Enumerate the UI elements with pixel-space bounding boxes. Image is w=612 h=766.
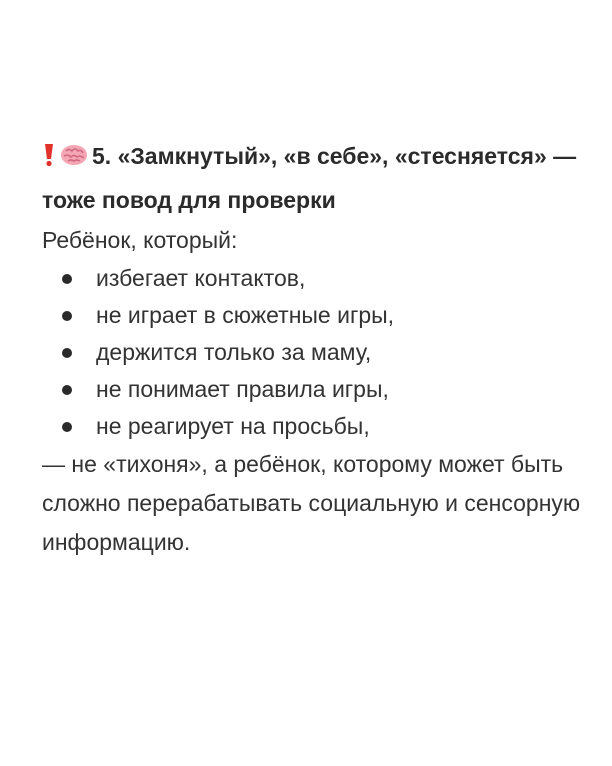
section-heading xyxy=(42,136,602,221)
list-item-text: не реагирует на просьбы, xyxy=(96,413,370,439)
list-item xyxy=(42,334,602,371)
list-item-text: держится только за маму, xyxy=(96,339,372,365)
exclamation-icon xyxy=(42,139,56,180)
list-item-text: не играет в сюжетные игры, xyxy=(96,302,395,328)
list-item xyxy=(42,371,602,408)
intro-text: Ребёнок, который: xyxy=(42,227,238,253)
list-item xyxy=(42,297,602,334)
list-item xyxy=(42,408,602,445)
bullet-dot xyxy=(62,274,72,284)
bullet-dot xyxy=(62,311,72,321)
conclusion-text: — не «тихоня», а ребёнок, которому может быть сложно перерабатывать социальную и сенсорную информацию. xyxy=(42,451,581,555)
bullet-dot xyxy=(62,385,72,395)
note-body xyxy=(42,136,602,562)
brain-icon xyxy=(60,139,88,180)
list-item xyxy=(42,260,602,297)
bullet-list xyxy=(42,260,602,445)
list-item-text: избегает контактов, xyxy=(96,265,306,291)
list-item-text: не понимает правила игры, xyxy=(96,376,389,402)
heading-text: 5. «Замкнутый», «в себе», «стесняется» — тоже повод для проверки xyxy=(42,143,577,213)
bullet-dot xyxy=(62,348,72,358)
bullet-dot xyxy=(62,422,72,432)
